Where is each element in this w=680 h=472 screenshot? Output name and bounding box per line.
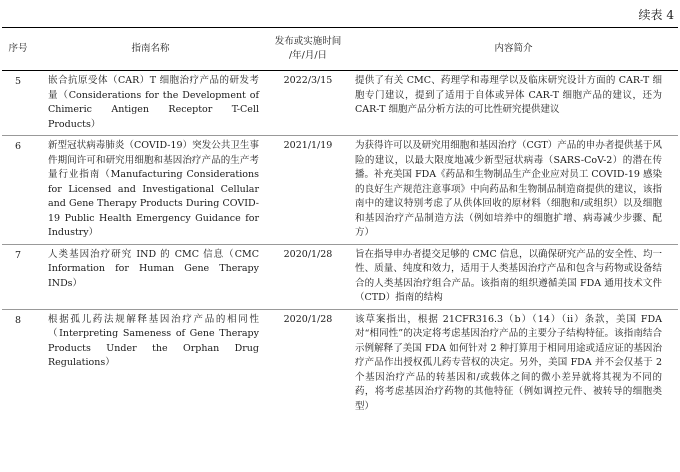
guideline-name: 新型冠状病毒肺炎（COVID-19）突发公共卫生事件期间许可和研究用细胞和基因治疗产品的生产考量行业指南（Manufacturing Considerations for Licensed and Investigational Cellular and Gene Therapy Products During COVID-19 Public Health Emergency Guidance for Industry） bbox=[48, 140, 259, 238]
row-number: 8 bbox=[14, 314, 22, 326]
header-name: 指南名称 bbox=[131, 42, 170, 54]
guideline-name: 嵌合抗原受体（CAR）T 细胞治疗产品的研发考量（Considerations for the Development of Chimeric Antigen Receptor T-Cell Products） bbox=[48, 75, 259, 130]
header-intro: 内容简介 bbox=[494, 42, 533, 54]
guideline-name: 根据孤儿药法规解释基因治疗产品的相同性（Interpreting Sameness of Gene Therapy Products Under the Orphan Drug Regulations） bbox=[48, 313, 259, 368]
continuation-label: 续表 4 bbox=[638, 8, 674, 22]
release-date: 2021/1/19 bbox=[283, 140, 333, 151]
header-date-line2: /年/月/日 bbox=[288, 50, 328, 61]
header-date-line1: 发布或实施时间 bbox=[274, 35, 342, 47]
release-date: 2020/1/28 bbox=[283, 248, 333, 260]
content-summary: 为获得许可以及研究用细胞和基因治疗（CGT）产品的申办者提供基于风险的建议，以最大限度地减少新型冠状病毒（SARS-CoV-2）的潜在传播。补充美国 FDA《药品和生物制品生产企业应对员工 COVID-19 感染的良好生产规范注意事项》中向药品和生物制品制造商提供的建议，该指南中的建议特别考虑了从供体回收的原材料（细胞和/或组织）以及细胞和基因治疗产品制造方法（例如培养中的细胞扩增、病毒减少步骤、配方） bbox=[355, 140, 662, 238]
table-row bbox=[2, 309, 678, 417]
guideline-name: 人类基因治疗研究 IND 的 CMC 信息（CMC Information for Human Gene Therapy INDs） bbox=[48, 248, 259, 289]
content-summary: 旨在指导申办者提交足够的 CMC 信息，以确保研究产品的安全性、均一性、质量、纯度和效力，适用于人类基因治疗产品和包含与药物或设备结合的人类基因治疗组合产品。该指南的组织遵循美国 FDA 通用技术文件（CTD）指南的结构 bbox=[355, 248, 662, 303]
header-date bbox=[267, 28, 349, 71]
release-date: 2020/1/28 bbox=[283, 313, 333, 325]
table-row bbox=[2, 244, 678, 309]
row-number: 7 bbox=[14, 249, 22, 261]
row-number: 6 bbox=[14, 141, 22, 152]
header-no: 序号 bbox=[8, 42, 28, 54]
content-summary: 该草案指出，根据 21CFR316.3（b）（14）（ii）条款，美国 FDA 对“相同性”的决定将考虑基因治疗产品的主要分子结构特征。该指南结合示例解释了美国 FDA 如何针对 2 种打算用于相同用途或适应证的基因治疗产品作出授权孤儿药专营权的决定。另外，美国 FDA 并不会仅基于 2 个基因治疗产品的转基因和/或载体之间的微小差异就将其视为不同的药，将考虑基因治疗药物的其他特征（例如调控元件、被转导的细胞类型） bbox=[355, 313, 662, 412]
release-date: 2022/3/15 bbox=[283, 75, 333, 86]
guidelines-table bbox=[2, 27, 678, 417]
table-header-row bbox=[2, 28, 678, 71]
table-row bbox=[2, 71, 678, 136]
content-summary: 提供了有关 CMC、药理学和毒理学以及临床研究设计方面的 CAR-T 细胞专门建议，提到了适用于自体或异体 CAR-T 细胞产品的建议，还为 CAR-T 细胞产品分析方法的可比性研究提供建议 bbox=[355, 75, 662, 115]
table-row bbox=[2, 136, 678, 245]
row-number: 5 bbox=[14, 76, 22, 87]
